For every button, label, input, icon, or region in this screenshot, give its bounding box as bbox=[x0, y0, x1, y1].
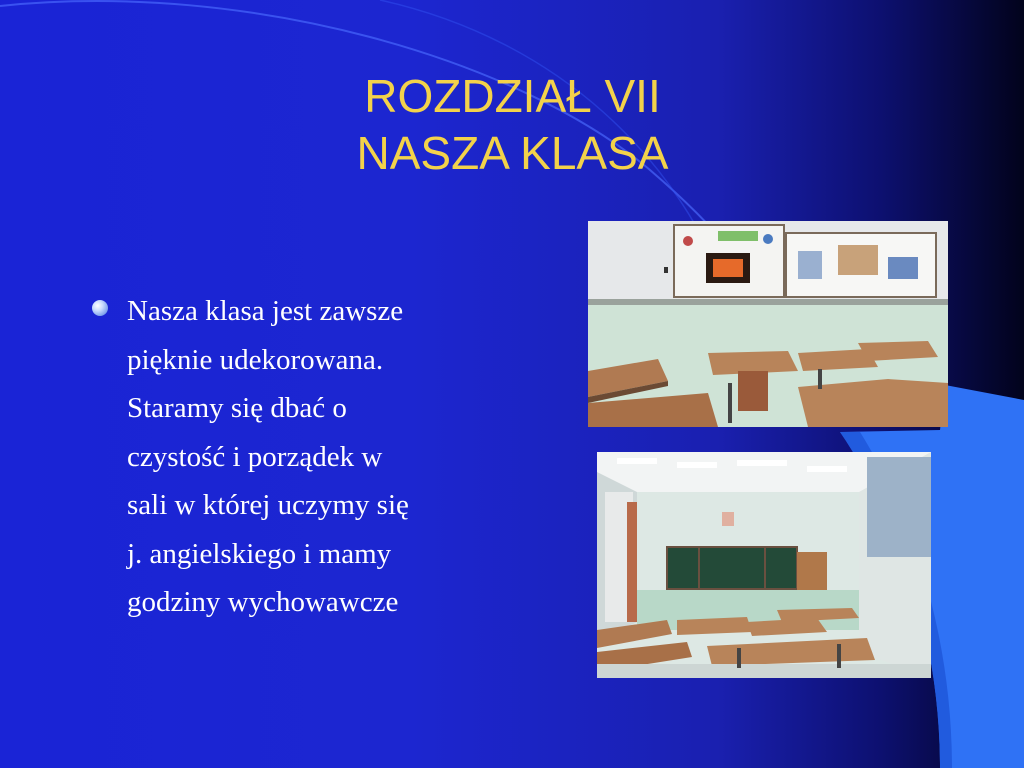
bullet-line: Staramy się dbać o bbox=[127, 392, 347, 424]
classroom-photo-2 bbox=[597, 452, 931, 678]
bullet-line: j. angielskiego i mamy bbox=[127, 537, 392, 570]
bullet-item bbox=[92, 287, 512, 627]
title-line-1: ROZDZIAŁ VII bbox=[364, 70, 661, 122]
title-line-2: NASZA KLASA bbox=[356, 127, 669, 179]
classroom-photo-1 bbox=[588, 221, 948, 427]
bullet-icon bbox=[92, 300, 108, 316]
bullet-line: pięknie udekorowana. bbox=[127, 343, 384, 376]
bullet-line: Nasza klasa jest zawsze bbox=[127, 295, 404, 327]
bullet-line: sali w której uczymy się bbox=[127, 489, 409, 521]
bullet-line: czystość i porządek w bbox=[127, 440, 383, 473]
slide-title bbox=[200, 68, 825, 182]
bullet-line: godziny wychowawcze bbox=[127, 586, 399, 618]
bullet-text bbox=[127, 287, 512, 627]
